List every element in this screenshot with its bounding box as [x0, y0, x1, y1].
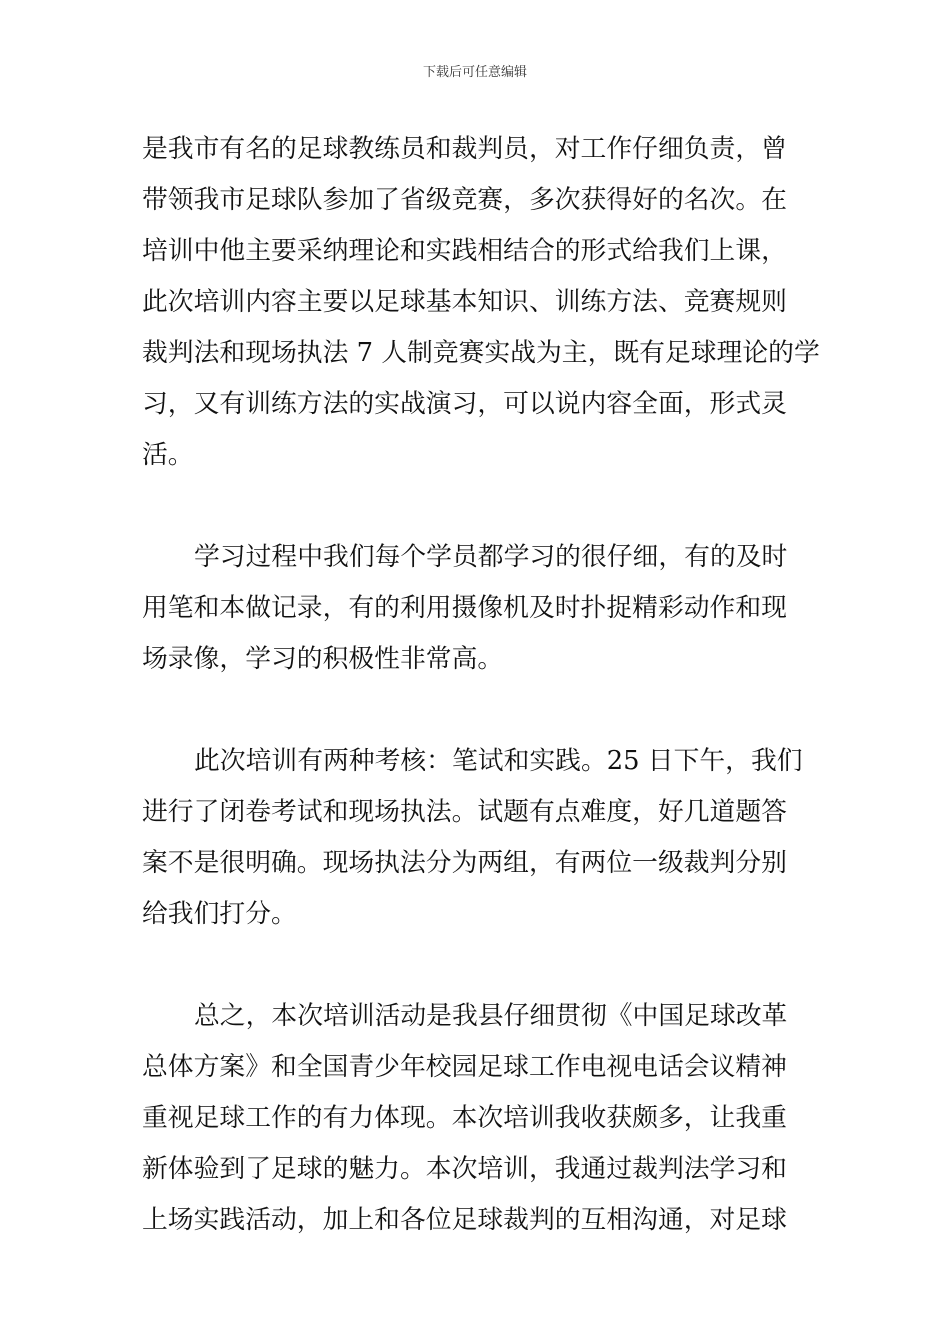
text-line: 用笔和本做记录，有的利用摄像机及时扑捉精彩动作和现: [142, 593, 787, 623]
document-body: [142, 124, 820, 1246]
text-line: 此次培训有两种考核：笔试和实践。25 日下午，我们: [194, 746, 803, 776]
text-line: 新体验到了足球的魅力。本次培训，我通过裁判法学习和: [142, 1154, 787, 1184]
text-line: 给我们打分。: [142, 899, 297, 929]
text-line: 是我市有名的足球教练员和裁判员，对工作仔细负责，曾: [142, 134, 787, 164]
text-line: 培训中他主要采纳理论和实践相结合的形式给我们上课，: [142, 236, 787, 266]
text-line: 活。: [142, 440, 194, 470]
text-line: 上场实践活动，加上和各位足球裁判的互相沟通，对足球: [142, 1205, 787, 1235]
paragraph-4: [142, 991, 812, 1246]
paragraph-1: [142, 124, 820, 481]
text-line: 总体方案》和全国青少年校园足球工作电视电话会议精神: [142, 1052, 787, 1082]
paragraph-2: [142, 532, 812, 685]
paragraph-3: [142, 736, 812, 940]
text-line: 总之，本次培训活动是我县仔细贯彻《中国足球改革: [194, 1001, 788, 1031]
text-line: 学习过程中我们每个学员都学习的很仔细，有的及时: [194, 542, 788, 572]
text-line: 此次培训内容主要以足球基本知识、训练方法、竞赛规则: [142, 287, 787, 317]
text-line: 习，又有训练方法的实战演习，可以说内容全面，形式灵: [142, 389, 787, 419]
text-line: 重视足球工作的有力体现。本次培训我收获颇多，让我重: [142, 1103, 787, 1133]
text-line: 带领我市足球队参加了省级竞赛，多次获得好的名次。在: [142, 185, 787, 215]
page-header: 下载后可任意编辑: [422, 65, 527, 80]
text-line: 进行了闭卷考试和现场执法。试题有点难度，好几道题答: [142, 797, 787, 827]
text-line: 裁判法和现场执法 7 人制竞赛实战为主，既有足球理论的学: [142, 338, 820, 368]
text-line: 案不是很明确。现场执法分为两组，有两位一级裁判分别: [142, 848, 787, 878]
text-line: 场录像，学习的积极性非常高。: [142, 644, 504, 674]
